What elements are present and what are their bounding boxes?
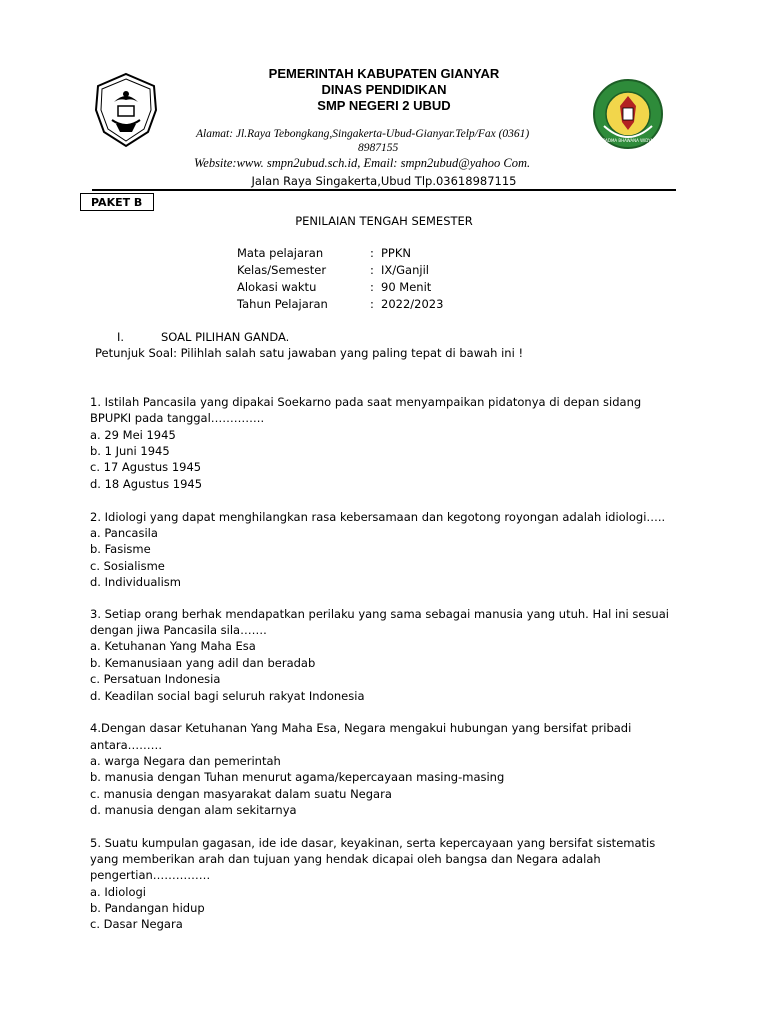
exam-title: PENILAIAN TENGAH SEMESTER xyxy=(295,214,473,228)
question-3-text: dengan jiwa Pancasila sila……. xyxy=(90,623,267,637)
question-4-option: a. warga Negara dan pemerintah xyxy=(90,754,281,768)
question-2-text: 2. Idiologi yang dapat menghilangkan rasa kebersamaan dan kegotong royongan adalah idiologi….. xyxy=(90,510,666,524)
question-3-option: a. Ketuhanan Yang Maha Esa xyxy=(90,639,256,653)
question-4-option: d. manusia dengan alam sekitarnya xyxy=(90,803,297,817)
question-3-option: c. Persatuan Indonesia xyxy=(90,672,221,686)
section-heading: SOAL PILIHAN GANDA. xyxy=(161,330,290,344)
section-number: I. xyxy=(117,330,125,344)
info-label: Mata pelajaran xyxy=(237,246,324,260)
website-email-line: Website:www. smpn2ubud.sch.id, Email: smpn2ubud@yahoo Com. xyxy=(194,156,531,170)
header-divider xyxy=(92,189,676,191)
question-3-text: 3. Setiap orang berhak mendapatkan perilaku yang sama sebagai manusia yang utuh. Hal ini sesuai xyxy=(90,607,669,621)
info-value: IX/Ganjil xyxy=(381,263,429,277)
header-department: DINAS PENDIDIKAN xyxy=(321,82,447,97)
question-5-option: a. Idiologi xyxy=(90,885,147,899)
question-4-option: b. manusia dengan Tuhan menurut agama/kepercayaan masing-masing xyxy=(90,770,505,784)
question-2-option: a. Pancasila xyxy=(90,526,158,540)
address-phone: 8987155 xyxy=(358,142,399,154)
header-school-name: SMP NEGERI 2 UBUD xyxy=(317,98,451,113)
address-line: Alamat: Jl.Raya Tebongkang,Singakerta-Ubud-Gianyar.Telp/Fax (0361) xyxy=(196,128,530,140)
question-1-option: d. 18 Agustus 1945 xyxy=(90,477,203,491)
question-5-text: 5. Suatu kumpulan gagasan, ide ide dasar, keyakinan, serta kepercayaan yang bersifat sistematis xyxy=(90,836,656,850)
info-colon: : xyxy=(370,263,374,277)
info-value: 90 Menit xyxy=(381,280,432,294)
question-5-text: pengertian…………… xyxy=(90,868,211,882)
info-colon: : xyxy=(370,297,374,311)
question-5-option: b. Pandangan hidup xyxy=(90,901,205,915)
question-2-option: d. Individualism xyxy=(90,575,182,589)
question-1-option: c. 17 Agustus 1945 xyxy=(90,460,202,474)
info-value: 2022/2023 xyxy=(381,297,444,311)
question-1-text: 1. Istilah Pancasila yang dipakai Soekarno pada saat menyampaikan pidatonya di depan sidang xyxy=(90,395,642,409)
info-value: PPKN xyxy=(381,246,412,260)
svg-text:PADMA BHAWANA WIDYA: PADMA BHAWANA WIDYA xyxy=(602,138,654,143)
info-label: Tahun Pelajaran xyxy=(237,297,328,311)
question-1-option: a. 29 Mei 1945 xyxy=(90,428,176,442)
info-label: Kelas/Semester xyxy=(237,263,327,277)
question-3-option: d. Keadilan social bagi seluruh rakyat Indonesia xyxy=(90,689,365,703)
question-3-option: b. Kemanusiaan yang adil dan beradab xyxy=(90,656,316,670)
section-instruction: Petunjuk Soal: Pilihlah salah satu jawaban yang paling tepat di bawah ini ! xyxy=(95,346,524,360)
question-4-text: antara……… xyxy=(90,738,163,752)
question-2-option: b. Fasisme xyxy=(90,542,151,556)
question-4-text: 4.Dengan dasar Ketuhanan Yang Maha Esa, Negara mengakui hubungan yang bersifat pribadi xyxy=(90,721,632,735)
info-colon: : xyxy=(370,280,374,294)
question-2-option: c. Sosialisme xyxy=(90,559,165,573)
street-phone-line: Jalan Raya Singakerta,Ubud Tlp.03618987115 xyxy=(251,174,517,188)
header-government: PEMERINTAH KABUPATEN GIANYAR xyxy=(268,66,500,81)
package-box: PAKET B xyxy=(80,193,154,211)
question-4-option: c. manusia dengan masyarakat dalam suatu Negara xyxy=(90,787,392,801)
info-colon: : xyxy=(370,246,374,260)
question-1-option: b. 1 Juni 1945 xyxy=(90,444,170,458)
question-5-option: c. Dasar Negara xyxy=(90,917,183,931)
question-1-text: BPUPKI pada tanggal………….. xyxy=(90,411,265,425)
info-label: Alokasi waktu xyxy=(237,280,317,294)
question-5-text: yang memberikan arah dan tujuan yang hendak dicapai oleh bangsa dan Negara adalah xyxy=(90,852,601,866)
